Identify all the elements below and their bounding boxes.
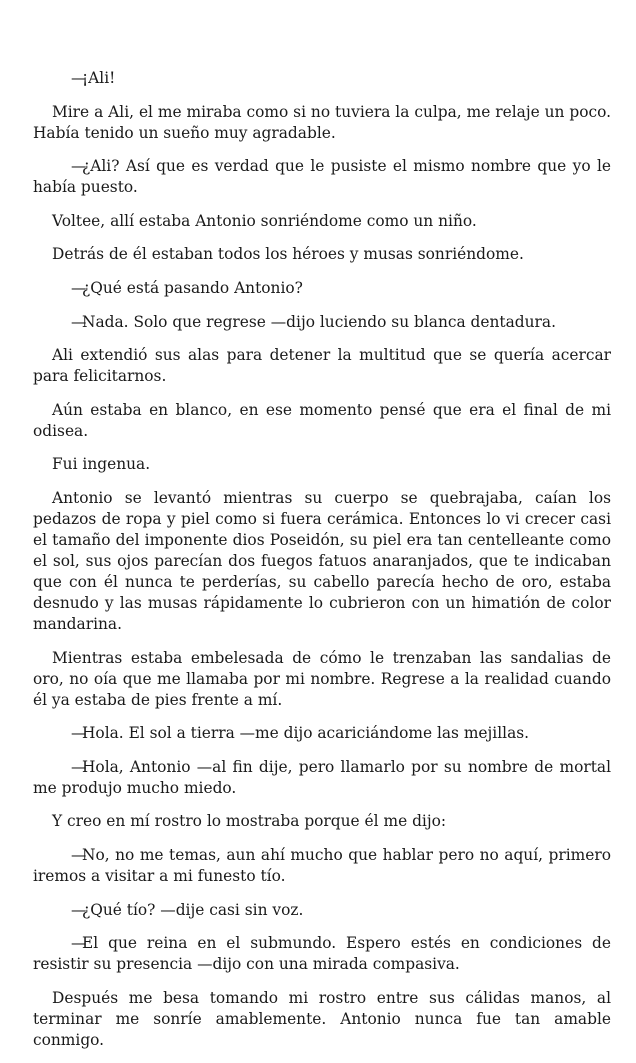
- dialogue-paragraph: [33, 845, 611, 887]
- paragraph-text: Después me besa tomando mi rostro entre sus cálidas manos, al terminar me sonríe amablemente. Antonio nunca fue tan amable conmigo.: [33, 988, 611, 1049]
- paragraph-text: ¿Qué está pasando Antonio?: [82, 278, 303, 297]
- narrative-paragraph: [33, 454, 611, 475]
- paragraph-text: Mientras estaba embelesada de cómo le trenzaban las sandalias de oro, no oía que me llamaba por mi nombre. Regrese a la realidad cuando él ya estaba de pies frente a mí.: [33, 648, 611, 709]
- paragraph-text: ¡Ali!: [82, 69, 116, 87]
- narrative-paragraph: [33, 988, 611, 1051]
- paragraph-text: El que reina en el submundo. Espero estés en condiciones de resistir su presencia —dijo con una mirada compasiva.: [33, 934, 611, 974]
- dialogue-dash: —: [71, 900, 87, 919]
- paragraph-text: ¿Qué tío? —dije casi sin voz.: [82, 900, 304, 919]
- paragraph-text: Antonio se levantó mientras su cuerpo se quebrajaba, caían los pedazos de ropa y piel como si fuera cerámica. Entonces lo vi crecer casi el tamaño del imponente dios Poseidón, su piel era tan centelleante como el sol, sus ojos parecían dos fuegos fatuos anaranjados, que te indicaban que con él nunca te perderías, su cabello parecía hecho de oro, estaba desnudo y las musas rápidamente lo cubrieron con un himatión de color mandarina.: [33, 488, 611, 633]
- paragraph-text: Hola, Antonio —al fin dije, pero llamarlo por su nombre de mortal me produjo mucho miedo.: [33, 757, 611, 797]
- dialogue-paragraph: [33, 68, 611, 89]
- document-page: [33, 68, 611, 1063]
- narrative-paragraph: [33, 244, 611, 265]
- paragraph-text: Hola. El sol a tierra —me dijo acariciándome las mejillas.: [82, 724, 530, 743]
- paragraph-text: Voltee, allí estaba Antonio sonriéndome como un niño.: [52, 211, 477, 230]
- dialogue-dash: —: [71, 278, 87, 297]
- paragraph-text: Fui ingenua.: [52, 455, 151, 474]
- paragraph-text: Y creo en mí rostro lo mostraba porque él me dijo:: [52, 812, 447, 831]
- dialogue-dash: —: [71, 845, 87, 864]
- narrative-paragraph: [33, 811, 611, 832]
- dialogue-paragraph: [33, 312, 611, 333]
- dialogue-dash: —: [71, 69, 87, 87]
- narrative-paragraph: [33, 211, 611, 232]
- dialogue-paragraph: [33, 900, 611, 921]
- dialogue-dash: —: [71, 312, 87, 331]
- dialogue-paragraph: [33, 156, 611, 198]
- paragraph-text: Mire a Ali, el me miraba como si no tuviera la culpa, me relaje un poco. Había tenido un sueño muy agradable.: [33, 102, 611, 142]
- dialogue-dash: —: [71, 157, 87, 176]
- dialogue-dash: —: [71, 724, 87, 743]
- narrative-paragraph: [33, 345, 611, 387]
- narrative-paragraph: [33, 488, 611, 635]
- dialogue-paragraph: [33, 933, 611, 975]
- paragraph-text: Detrás de él estaban todos los héroes y musas sonriéndome.: [52, 245, 524, 264]
- paragraph-text: Aún estaba en blanco, en ese momento pensé que era el final de mi odisea.: [33, 400, 611, 440]
- paragraph-text: No, no me temas, aun ahí mucho que hablar pero no aquí, primero iremos a visitar a mi funesto tío.: [33, 845, 611, 885]
- paragraph-text: Nada. Solo que regrese —dijo luciendo su blanca dentadura.: [82, 312, 556, 331]
- narrative-paragraph: [33, 648, 611, 711]
- narrative-paragraph: [33, 102, 611, 144]
- paragraph-text: ¿Ali? Así que es verdad que le pusiste el mismo nombre que yo le había puesto.: [33, 157, 611, 197]
- dialogue-paragraph: [33, 723, 611, 744]
- narrative-paragraph: [33, 400, 611, 442]
- dialogue-dash: —: [71, 934, 87, 953]
- dialogue-dash: —: [71, 757, 87, 776]
- dialogue-paragraph: [33, 278, 611, 299]
- dialogue-paragraph: [33, 757, 611, 799]
- paragraph-text: Ali extendió sus alas para detener la multitud que se quería acercar para felicitarnos.: [33, 346, 611, 386]
